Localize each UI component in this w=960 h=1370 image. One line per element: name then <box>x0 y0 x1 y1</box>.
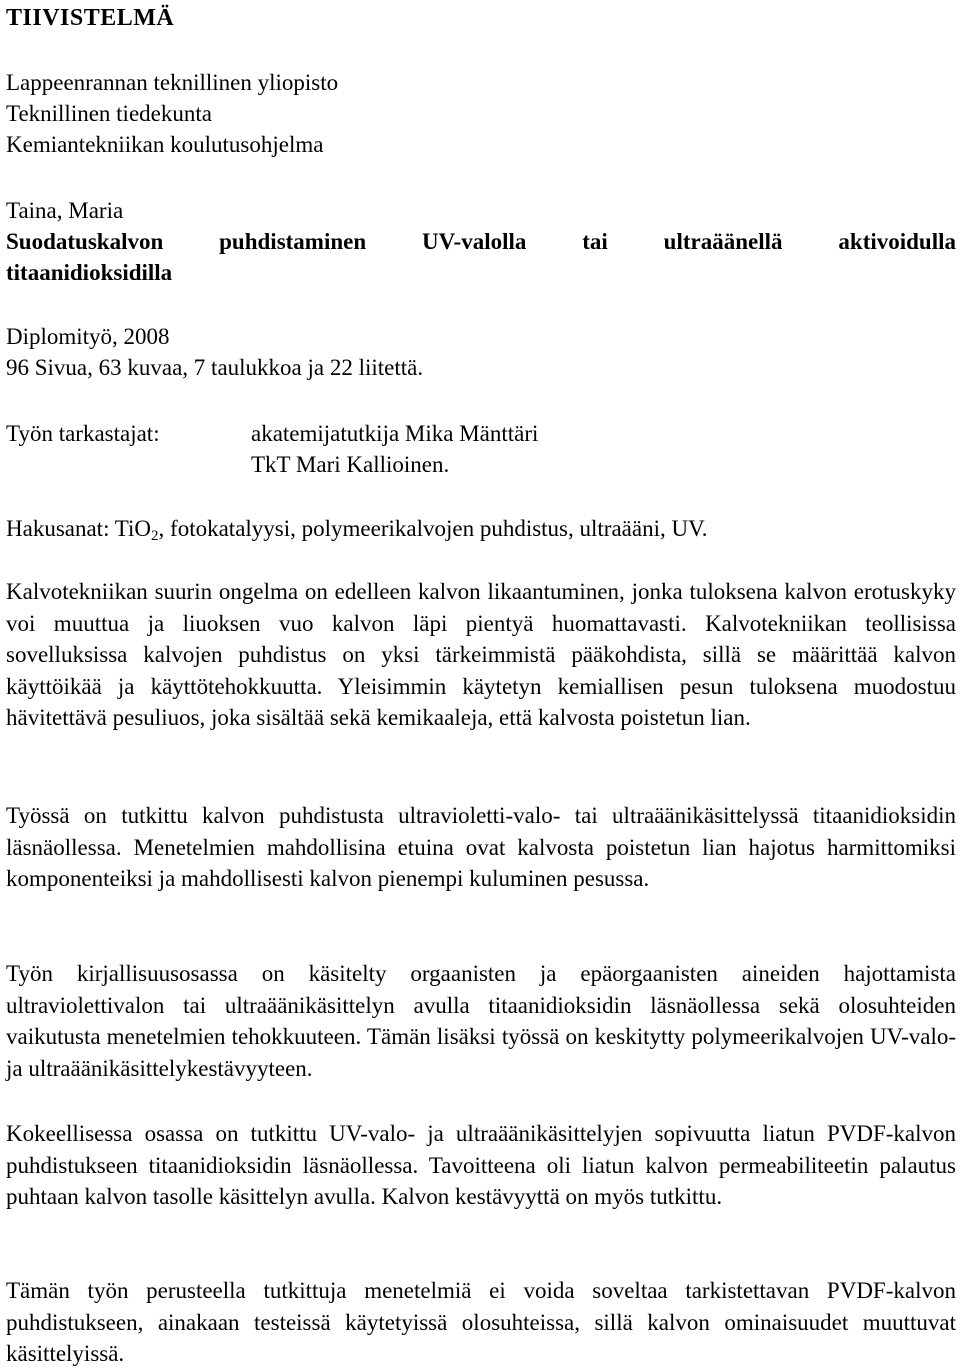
author-name: Taina, Maria <box>6 198 124 223</box>
abstract-heading: TIIVISTELMÄ <box>6 5 175 31</box>
program-name: Kemiantekniikan koulutusohjelma <box>6 132 324 157</box>
institution-block <box>6 67 956 160</box>
abstract-paragraph-5: Tämän työn perusteella tutkittuja menetelmiä ei voida soveltaa tarkistettavan PVDF-kalvon puhdistukseen, ainakaan testeissä käytetyissä olosuhteissa, sillä kalvon ominaisuudet muuttuvat käsittelyissä. <box>6 1278 956 1366</box>
reviewer-name: akatemijatutkija Mika Mänttäri <box>251 421 539 446</box>
university-name: Lappeenrannan teknillinen yliopisto <box>6 70 339 95</box>
document-page <box>6 0 956 1369</box>
abstract-paragraph-4: Kokeellisessa osassa on tutkittu UV-valo- ja ultraäänikäsittelyjen sopivuutta liatun PVDF-kalvon puhdistukseen titaanidioksidin läsnäollessa. Tavoitteena oli liatun kalvon permeabiliteetin palautus puhtaan kalvon tasolle käsittelyn avulla. Kalvon kestävyyttä on myös tutkittu. <box>6 1121 956 1209</box>
thesis-title-line2: titaanidioksidilla <box>6 260 173 285</box>
keywords-list: , fotokatalyysi, polymeerikalvojen puhdistus, ultraääni, UV. <box>158 516 708 541</box>
thesis-meta-block <box>6 321 956 383</box>
reviewers-block <box>6 418 956 480</box>
faculty-name: Teknillinen tiedekunta <box>6 101 212 126</box>
keywords-prefix: Hakusanat: TiO <box>6 516 152 541</box>
abstract-paragraph-2: Työssä on tutkittu kalvon puhdistusta ultravioletti-valo- tai ultraäänikäsittelyssä titaanidioksidin läsnäollessa. Menetelmien mahdollisina etuina ovat kalvosta poistetun lian hajotus harmittomiksi komponenteiksi ja mahdollisesti kalvon pienempi kuluminen pesussa. <box>6 803 956 891</box>
keywords-subscript: 2 <box>151 528 159 544</box>
reviewers-label: Työn tarkastajat: <box>6 421 160 446</box>
keywords-line <box>6 513 956 544</box>
thesis-info-block <box>6 195 956 288</box>
thesis-title-line1: Suodatuskalvon puhdistaminen UV-valolla tai ultraäänellä aktivoidulla <box>6 229 956 254</box>
thesis-type-year: Diplomityö, 2008 <box>6 324 170 349</box>
reviewer-name: TkT Mari Kallioinen. <box>251 452 450 477</box>
thesis-extent: 96 Sivua, 63 kuvaa, 7 taulukkoa ja 22 liitettä. <box>6 355 424 380</box>
abstract-paragraph-3: Työn kirjallisuusosassa on käsitelty orgaanisten ja epäorgaanisten aineiden hajottamista ultraviolettivalon tai ultraäänikäsittelyn avulla titaanidioksidin läsnäollessa sekä olosuhteiden vaikutusta menetelmien tehokkuuteen. Tämän lisäksi työssä on keskitytty polymeerikalvojen UV-valo- ja ultraäänikäsittelykestävyyteen. <box>6 961 956 1081</box>
abstract-paragraph-1: Kalvotekniikan suurin ongelma on edelleen kalvon likaantuminen, jonka tuloksena kalvon erotuskyky voi muuttua ja liuoksen vuo kalvon läpi pientyä huomattavasti. Kalvotekniikan teollisissa sovelluksissa kalvojen puhdistus on yksi tärkeimmistä pääkohdista, sillä se määrittää kalvon käyttöikää ja käyttötehokkuutta. Yleisimmin käytetyn kemiallisen pesun tuloksena muodostuu hävitettävä pesuliuos, joka sisältää sekä kemikaaleja, että kalvosta poistetun lian. <box>6 579 956 730</box>
